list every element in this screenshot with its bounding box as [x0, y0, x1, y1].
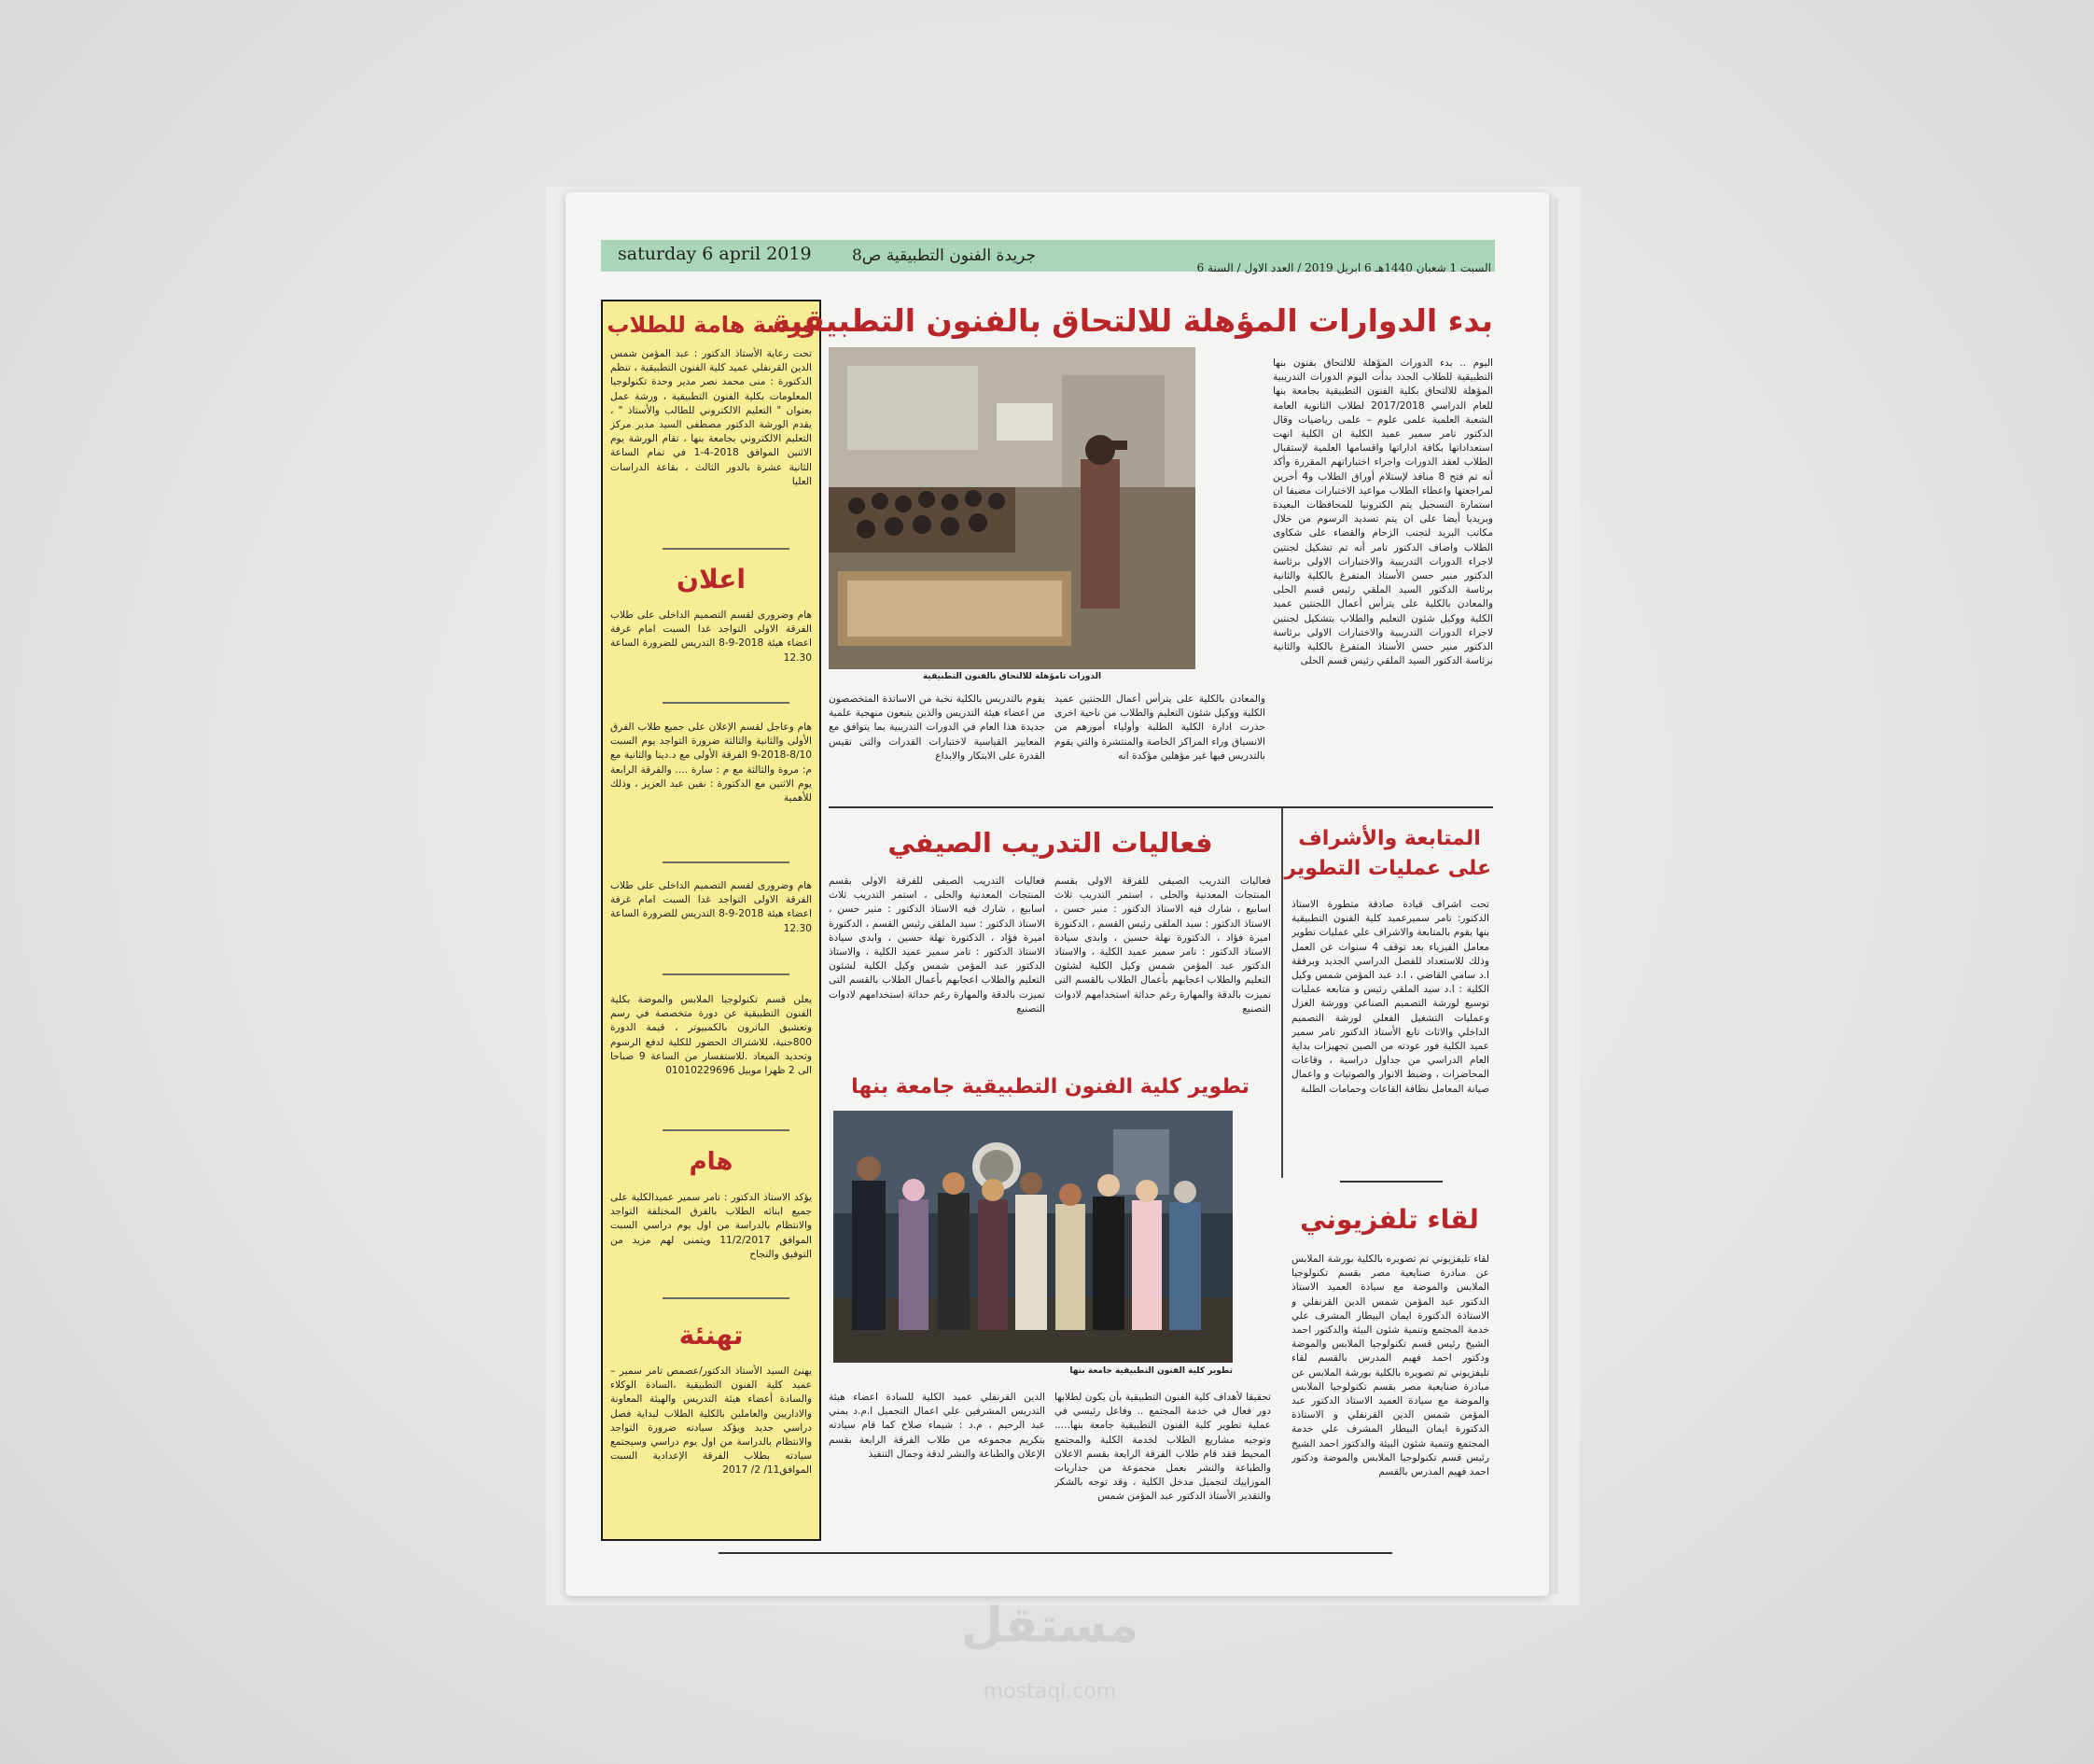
tv-interview-headline: لقاء تلفزيوني: [1300, 1204, 1479, 1235]
development-column-2: الدين القرنفلي عميد الكلية للسادة اعضاء هيئة التدريس المشرفين علي اعمال التجميل ا.م.د يمني عبد الرحيم ، م.د : شيماء صلاح كما قام سيادته بتكريم مجموعه من طلاب الفرقة الرابعة بقسم الإعلان والطباعة والنشر لدقة وجمال التنفيذ: [829, 1392, 1045, 1460]
column-divider: [1281, 808, 1283, 1178]
announcement-heading: اعلان: [677, 564, 746, 595]
supervision-text: تحت اشراف قيادة صادقة متطورة الاستاذ الدكتور: تامر سميرعميد كلية الفنون التطبيقية بنها يقوم بالمتابعة والاشراف علي عمليات تطوير معامل الفيزياء بعد توقف 4 سنوات عن العمل وذلك للاستعداد للفصل الدراسي الجديد وبرفقة ا.د سامي القاضي ، ا.د عبد المؤمن شمس وكيل الكلية : ا.د سيد الملقي رئيس و متابعه عمليات توسيع لورشة التصميم الصناعي وورشة الغزل وعمليات التشغيل الفعلي لورشة التصميم الداخلي والاثاث تابع الأستاذ الدكتور تامر سمير عميد الكلية فور عودته من الصين تجهيزات بداية العام الدراسي من جداول دراسية ، وقاعات المحاضرات ، وضبط الانوار والصوتيات و واعمال صيانة المعامل نظافة القاعات وحمامات الطلبة: [1291, 899, 1489, 1095]
congrats-heading: تهنئة: [678, 1320, 744, 1351]
main-article-column-1: اليوم .. بدء الدورات المؤهلة للالتحاق بفنون بنها التطبيقية للطلاب الجدد بدأت اليوم الدورات التدريبية المؤهلة للالتحاق بكلية الفنون التطبيقية بجامعة بنها للعام الدراسي 2017/2018 لطلاب الثانوية العامة الشعبة العلمية علمى علوم – علمى رياضيات وقال الدكتور تامر سمير عميد الكلية ان الكلية انهت استعداداتها بكافة اداراتها واقسامها العلمية لإستقبال الطلاب لعقد الدورات واجراء اختباراتهم المقررة وأكد أنه تم فتح 8 منافذ لإستلام أوراق الطلاب و4 أخرين لمراجعتها واعطاء الطلاب مواعيد الاختبارات مضيفا ان استمارة التسجيل يتم الكترونيا للمحافظات البعيدة وبريديا أيضا على ان يتم تسديد الرسوم من خلال مكاتب البريد لتجنب الزحام والقضاء على شكاوى الطلاب واضاف الدكتور تامر أنه تم تشكيل لجنتين لاجراء الدورات التدريبية والاختبارات الاولى برئاسة الدكتور منير حسن الأستاذ المتفرغ بالكلية والثانية برئاسة الدكتور السيد الملقي رئيس قسم الحلى والمعادن بالكلية على يترأس أعمال اللجنتين عميد الكلية ووكيل شئون التعليم والطلاب بتشكيل لجنتين لاجراء الدورات التدريبية والاختبارات الاولى برئاسة الدكتور منير حسن الأستاذ المتفرغ بالكلية والثانية برئاسة الدكتور السيد الملقي رئيس قسم الحلى: [1273, 357, 1493, 667]
development-headline: تطوير كلية الفنون التطبيقية جامعة بنها: [851, 1075, 1249, 1099]
supervision-headline-line-1: المتابعة والأشراف: [1298, 827, 1481, 850]
header-date-english: saturday 6 april 2019: [618, 244, 812, 264]
sidebar-divider: [663, 973, 789, 975]
summer-training-column-1: فعاليات التدريب الصيفى للفرقة الاولى بقسم المنتجات المعدنية والحلى ، استمر التدريب ثلاث اسابيع ، شارك فيه الاستاذ الدكتور : منير حسن ، الاستاذ الدكتور : سيد الملقى رئيس القسم ، الدكتورة اميرة فؤاد ، الدكتورة نهلة حسين ، وابدى سيادة الاستاذ الدكتور : تامر سمير عميد الكلية ، والاستاذ الدكتور عبد المؤمن شمس وكيل الكلية لشئون التعليم والطلاب اعجابهم بأعمال الطلاب بالقسم التى تميزت بالدقة والمهارة رغم حداثة استخدامهم لادوات التصنيع: [1054, 875, 1271, 1015]
important-text: يؤكد الاستاذ الدكتور : تامر سمير عميدالكلية على جميع ابنائه الطلاب بالفرق المختلفة التواجد والانتظام بالدراسة من اول يوم دراسي السبت الموافق 11/2/2017 ويتمنى لهم مزيد من التوفيق والنجاح: [610, 1192, 812, 1260]
watermark-arabic: مستقل: [960, 1598, 1139, 1654]
workshop-heading: ورشة هامة للطلاب: [607, 312, 816, 338]
summer-training-column-2: فعاليات التدريب الصيفى للفرقة الاولى بقسم المنتجات المعدنية والحلى ، استمر التدريب ثلاث اسابيع ، شارك فيه الاستاذ الدكتور : منير حسن ، الاستاذ الدكتور : سيد الملقى رئيس القسم ، الدكتورة اميرة فؤاد ، الدكتورة نهلة حسين ، وابدى سيادة الاستاذ الدكتور : تامر سمير عميد الكلية ، والاستاذ الدكتور عبد المؤمن شمس وكيل الكلية لشئون التعليم والطلاب اعجابهم بأعمال الطلاب بالقسم التى تميزت بالدقة والمهارة رغم حداثة استخدامهم لادوات التصنيع: [829, 875, 1045, 1015]
classroom-photo-illustration: [829, 347, 1195, 669]
important-heading: هام: [689, 1148, 733, 1176]
classroom-photo-caption: الدورات تامؤهلة للالتحاق بالفنون التطبيقية: [922, 672, 1102, 681]
section-divider: [1340, 1181, 1443, 1183]
workshop-text: تحت رعاية الأستاذ الدكتور : عبد المؤمن شمس الدين القرنفلي عميد كلية الفنون التطبيقية ، تنظم الدكتورة : منى محمد نصر مدير وحدة تكنولوجيا المعلومات بكلية الفنون التطبيقية ، ورشة عمل بعنوان " التعليم الالكتروني للطالب والأستاذ " ، يقدم الورشة الدكتور مصطفى السيد مدير مركز التعليم الالكتروني بجامعة بنها ، تقام الورشة يوم الاثنين الموافق 2018-4-1 في تمام الساعة الثانية عشرة بالدور الثالث ، بقاعة الدراسات العليا: [610, 348, 812, 487]
tv-interview-text: لقاء تليفزيوني تم تصويره بالكلية بورشة الملابس عن مبادرة صنايعية مصر بقسم تكنولوجيا الملابس والموضة مع سيادة العميد الاستاذ الدكتور عبد المؤمن شمس الدين القرنفلي و الاستاذة الدكتورة ايمان البيطار المشرف علي خدمة المجتمع وتنمية شئون البيئة والدكتور احمد الشيخ رئيس قسم تكنولوجيا الملابس والموضة ودكتور احمد فهيم المدرس بالقسم لقاء تليفزيوني تم تصويره بالكلية بورشة الملابس عن مبادرة صنايعية مصر بقسم تكنولوجيا الملابس والموضة مع سيادة العميد الاستاذ الدكتور عبد المؤمن شمس الدين القرنفلي و الاستاذة الدكتورة ايمان البيطار المشرف علي خدمة المجتمع وتنمية شئون البيئة والدكتور احمد الشيخ رئيس قسم تكنولوجيا الملابس والموضة ودكتور احمد فهيم المدرس بالقسم: [1291, 1253, 1489, 1478]
development-column-1: تحقيقا لأهداف كلية الفنون التطبيقية بأن يكون لطلابها دور فعال في خدمة المجتمع .. وفاعل رئيسي في عملية تطوير كلية الفنون التطبيقية جامعة بنها..... وتوجيه مشاريع الطلاب لخدمة الكلية والمجتمع المحيط فقد قام طلاب الفرقة الرابعة بقسم الاعلان والطباعة والنشر بعمل مجموعة من جداريات الموزاييك لتجميل مدخل الكلية ، وقد توجه بالشكر والتقدير الأستاذ الدكتور عبد المؤمن شمس: [1054, 1392, 1271, 1503]
header-paper-name: جريدة الفنون التطبيقية ص8: [851, 246, 1036, 265]
group-photo-illustration: [833, 1111, 1233, 1363]
group-photo-caption: تطوير كلية الفنون التطبيقية جامعة بنها: [1069, 1366, 1233, 1376]
sidebar-divider: [663, 1297, 789, 1299]
main-article-column-3: يقوم بالتدريس بالكلية نخبة من الاساتذة المتخصصون من اعضاء هيئة التدريس والذين يتبعون منهجية علمية جديدة هذا العام في الدورات التدريبية بما يتوافق مع المعايير القياسية لاختبارات القدرات والتى تقيس القدرة على الابتكار والابداع: [829, 693, 1045, 762]
main-article-headline: بدء الدوارات المؤهلة للالتحاق بالفنون التطبيقية: [772, 302, 1493, 339]
section-divider: [829, 806, 1493, 808]
group-photo: [833, 1111, 1233, 1363]
announcement-text-4: يعلن قسم تكنولوجيا الملابس والموضة بكلية الفنون التطبيقية عن دورة متخصصة في رسم وتعشيق الباترون بالكمبيوتر ، قيمة الدورة 800جنية، للاشتراك الحضور للكلية لدفع الرسوم وتحديد الميعاد .للاستفسار من الساعة 9 صباحا الى 2 ظهرا موبيل 01010229696: [610, 994, 812, 1077]
announcement-text-3: هام وضرورى لقسم التصميم الداخلى على طلاب الفرقة الاولى التواجد غدا السبت امام غرفة اعضاء هيئة 2018-9-8 التدريس للضرورة الساعة 12.30: [610, 880, 812, 934]
sidebar-divider: [663, 548, 789, 550]
sidebar-divider: [663, 1129, 789, 1131]
congrats-text: يهنئ السيد الأستاذ الدكتور/عصمص تامر سمير – عميد كلية الفنون التطبيقية ،السادة الوكلاء والسادة أعضاء هيئة التدريس والهيئة المعاونة والاداريين والعاملين بالكلية الطلاب لبداية فصل دراسي جديد ويؤكد سيادته ضرورة التواجد والانتظام بالدراسة من اول يوم دراسي وسيجتمع سيادته بطلاب الفرقة الإعدادية السبت الموافق11/ 2/ 2017: [610, 1365, 812, 1477]
header-date-arabic: السبت 1 شعبان 1440هـ 6 ابريل 2019 / العدد الاول / السنة 6: [1196, 261, 1491, 274]
sidebar-divider: [663, 702, 789, 704]
main-article-column-2: والمعادن بالكلية على يترأس أعمال اللجنتين عميد الكلية ووكيل شئون التعليم والطلاب من ناحية اخرى حذرت ادارة الكلية الطلبة وأولياء أمورهم من الانسياق وراء المراكز الخاصة والمنتشرة والتي يقوم بالتدريس فيها غير مؤهلين مؤكدة انه: [1054, 693, 1265, 762]
supervision-headline-line-2: على عمليات التطوير: [1284, 857, 1491, 880]
announcement-text-1: هام وضرورى لقسم التصميم الداخلى على طلاب الفرقة الاولى التواجد غدا السبت امام غرفة اعضاء هيئة 2018-9-8 التدريس للضرورة الساعة 12.30: [610, 609, 812, 664]
announcement-text-2: هام وعاجل لقسم الإعلان على جميع طلاب الفرق الأولى والثانية والثالثة ضرورة التواجد يوم السبت 8/10-2018-9 الفرقة الأولى مع د.دينا والثانية مع م: مروة والثالثة مع م : سارة .... والفرقة الرابعة يوم الاثنين مع الدكتورة : نفين عبد العزيز ، وذلك للأهمية: [610, 721, 812, 805]
watermark-latin: mostaql.com: [983, 1680, 1117, 1703]
page-bottom-rule: [719, 1552, 1392, 1554]
sidebar-divider: [663, 861, 789, 863]
summer-training-headline: فعاليات التدريب الصيفي: [887, 827, 1213, 859]
classroom-photo: [829, 347, 1195, 669]
